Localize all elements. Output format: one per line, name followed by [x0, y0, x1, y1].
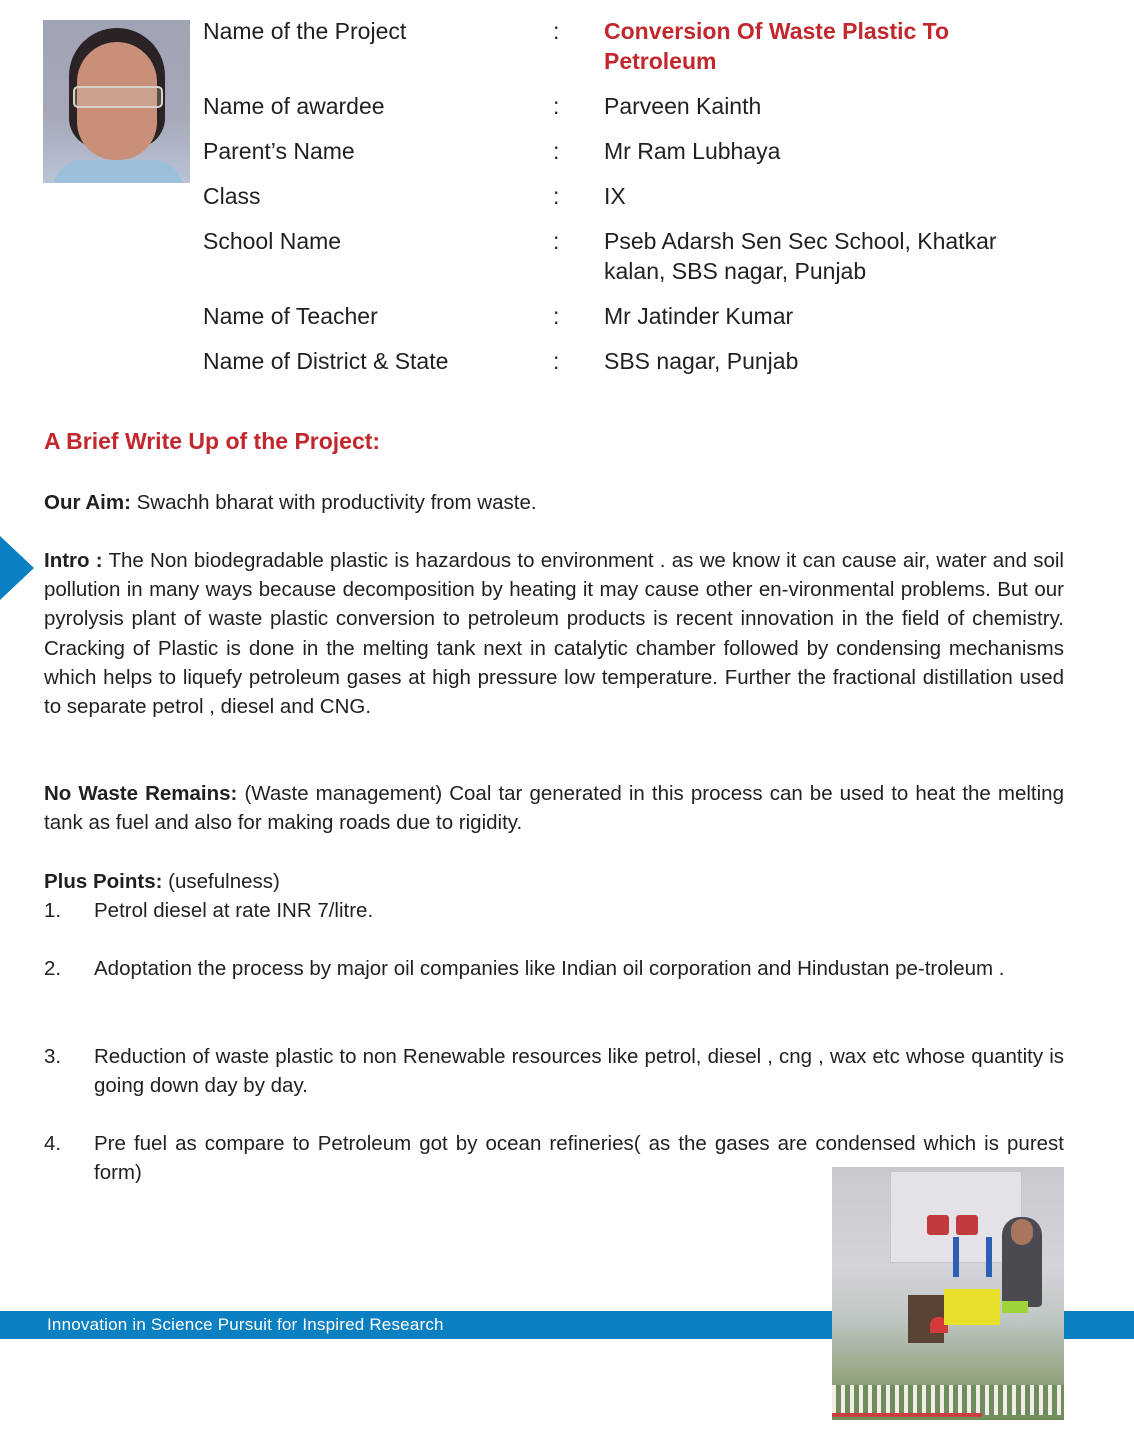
list-number: 1. — [44, 899, 62, 922]
aim-paragraph — [44, 488, 1064, 517]
photo-yellow-chamber — [944, 1289, 1000, 1325]
awardee-name-value: Parveen Kainth — [604, 93, 762, 119]
plus-points-text: (usefulness) — [162, 870, 280, 893]
no-waste-paragraph — [44, 779, 1064, 837]
photo-red-edge — [832, 1413, 982, 1417]
aim-text: Swachh bharat with productivity from waste. — [130, 491, 537, 514]
intro-text: The Non biodegradable plastic is hazardous to environment . as we know it can cause air, water and soil pollution in many ways because decomposition by heating it may cause other en-vironmental problems. But our pyrolysis plant of waste plastic conversion to petroleum products is recent innovation in the field of chemistry. Cracking of Plastic is done in the melting tank next in catalytic chamber followed by condensing mechanisms which helps to liquefy petroleum gases at high pressure low temperature. Further the fractional distillation used to separate petrol , diesel and CNG. — [44, 549, 1064, 719]
plus-points-label: Plus Points: — [44, 870, 163, 893]
detail-label: Name of awardee — [203, 93, 385, 119]
detail-label: Class — [203, 183, 261, 209]
no-waste-label: No Waste Remains: — [44, 782, 238, 805]
list-text: Reduction of waste plastic to non Renewable resources like petrol, diesel , cng , wax etc whose quantity is going down day by day. — [94, 1045, 1064, 1098]
detail-label: Name of District & State — [203, 348, 449, 374]
detail-separator: : — [553, 228, 560, 254]
photo-red-tank — [927, 1215, 949, 1235]
photo-blue-pipe — [953, 1237, 959, 1277]
plus-points-heading — [44, 867, 1064, 896]
district-state-value: SBS nagar, Punjab — [604, 348, 799, 374]
photo-red-tank — [956, 1215, 978, 1235]
awardee-photo — [43, 20, 190, 183]
list-text: Pre fuel as compare to Petroleum got by ocean refineries( as the gases are condensed which is purest form) — [94, 1132, 1064, 1185]
detail-separator: : — [553, 348, 560, 374]
detail-separator: : — [553, 303, 560, 329]
list-number: 3. — [44, 1045, 62, 1068]
teacher-name-value: Mr Jatinder Kumar — [604, 303, 794, 329]
photo-fence — [832, 1385, 1064, 1415]
intro-label: Intro : — [44, 549, 103, 572]
detail-label: Parent’s Name — [203, 138, 355, 164]
project-model-photo — [832, 1167, 1064, 1420]
parent-name-value: Mr Ram Lubhaya — [604, 138, 781, 164]
footer-tagline: Innovation in Science Pursuit for Inspired Research — [47, 1315, 444, 1334]
photo-student-face — [1011, 1219, 1033, 1245]
writeup-title: A Brief Write Up of the Project: — [44, 428, 381, 454]
photo-green-block — [1002, 1301, 1028, 1313]
detail-label: School Name — [203, 228, 342, 254]
list-number: 2. — [44, 957, 62, 980]
photo-glasses — [73, 86, 163, 108]
project-name-value: Conversion Of Waste Plastic To Petroleum — [604, 18, 950, 74]
detail-separator: : — [553, 183, 560, 209]
detail-label: Name of the Project — [203, 18, 407, 44]
arrow-marker-icon — [0, 536, 34, 600]
school-name-value: Pseb Adarsh Sen Sec School, Khatkar kalan, SBS nagar, Punjab — [604, 228, 997, 284]
detail-separator: : — [553, 138, 560, 164]
photo-blue-pipe — [986, 1237, 992, 1277]
photo-collar — [53, 160, 183, 183]
detail-separator: : — [553, 93, 560, 119]
class-value: IX — [604, 183, 626, 209]
detail-label: Name of Teacher — [203, 303, 378, 329]
no-waste-text: (Waste management) Coal tar generated in this process can be used to heat the melting tank as fuel and also for making roads due to rigidity. — [44, 782, 1064, 835]
detail-separator: : — [553, 18, 560, 44]
list-number: 4. — [44, 1132, 62, 1155]
aim-label: Our Aim: — [44, 491, 131, 514]
intro-paragraph — [44, 546, 1064, 721]
list-text: Adoptation the process by major oil companies like Indian oil corporation and Hindustan pe-troleum . — [94, 957, 1005, 980]
list-text: Petrol diesel at rate INR 7/litre. — [94, 899, 374, 922]
